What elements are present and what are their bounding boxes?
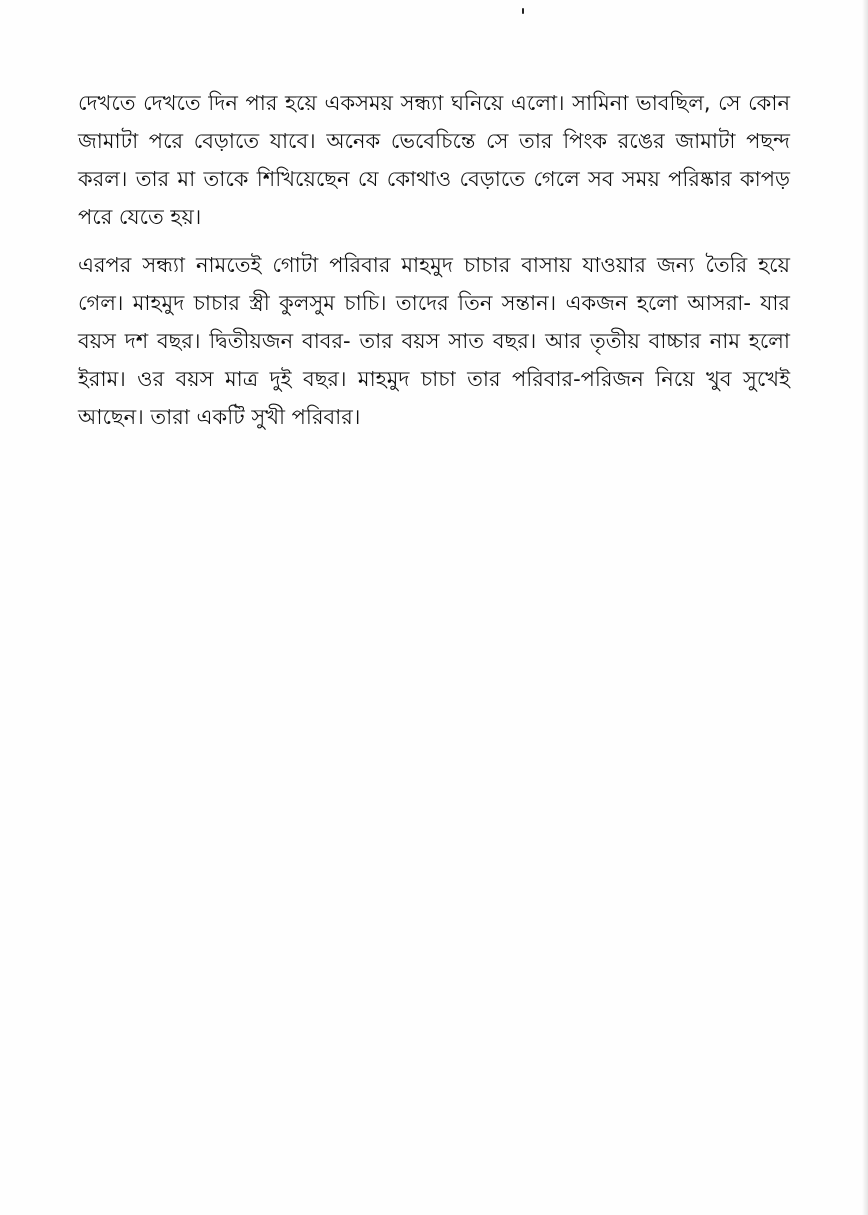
page-edge-shadow (862, 0, 868, 1215)
scan-speck (522, 8, 524, 14)
paragraph-2: এরপর সন্ধ্যা নামতেই গোটা পরিবার মাহমুদ চাচার বাসায় যাওয়ার জন্য তৈরি হয়ে গেল। মাহমুদ চাচার স্ত্রী কুলসুম চাচি। তাদের তিন সন্তান। একজন হলো আসরা- যার বয়স দশ বছর। দ্বিতীয়জন বাবর- তার বয়স সাত বছর। আর তৃতীয় বাচ্চার নাম হলো ইরাম। ওর বয়স মাত্র দুই বছর। মাহমুদ চাচা তার পরিবার-পরিজন নিয়ে খুব সুখেই আছেন। তারা একটি সুখী পরিবার। (78, 253, 790, 429)
paragraph-1: দেখতে দেখতে দিন পার হয়ে একসময় সন্ধ্যা ঘনিয়ে এলো। সামিনা ভাবছিল, সে কোন জামাটা পরে বেড়াতে যাবে। অনেক ভেবেচিন্তে সে তার পিংক রঙের জামাটা পছন্দ করল। তার মা তাকে শিখিয়েছেন যে কোথাও বেড়াতে গেলে সব সময় পরিষ্কার কাপড় পরে যেতে হয়। (78, 91, 790, 229)
body-text (78, 84, 790, 436)
